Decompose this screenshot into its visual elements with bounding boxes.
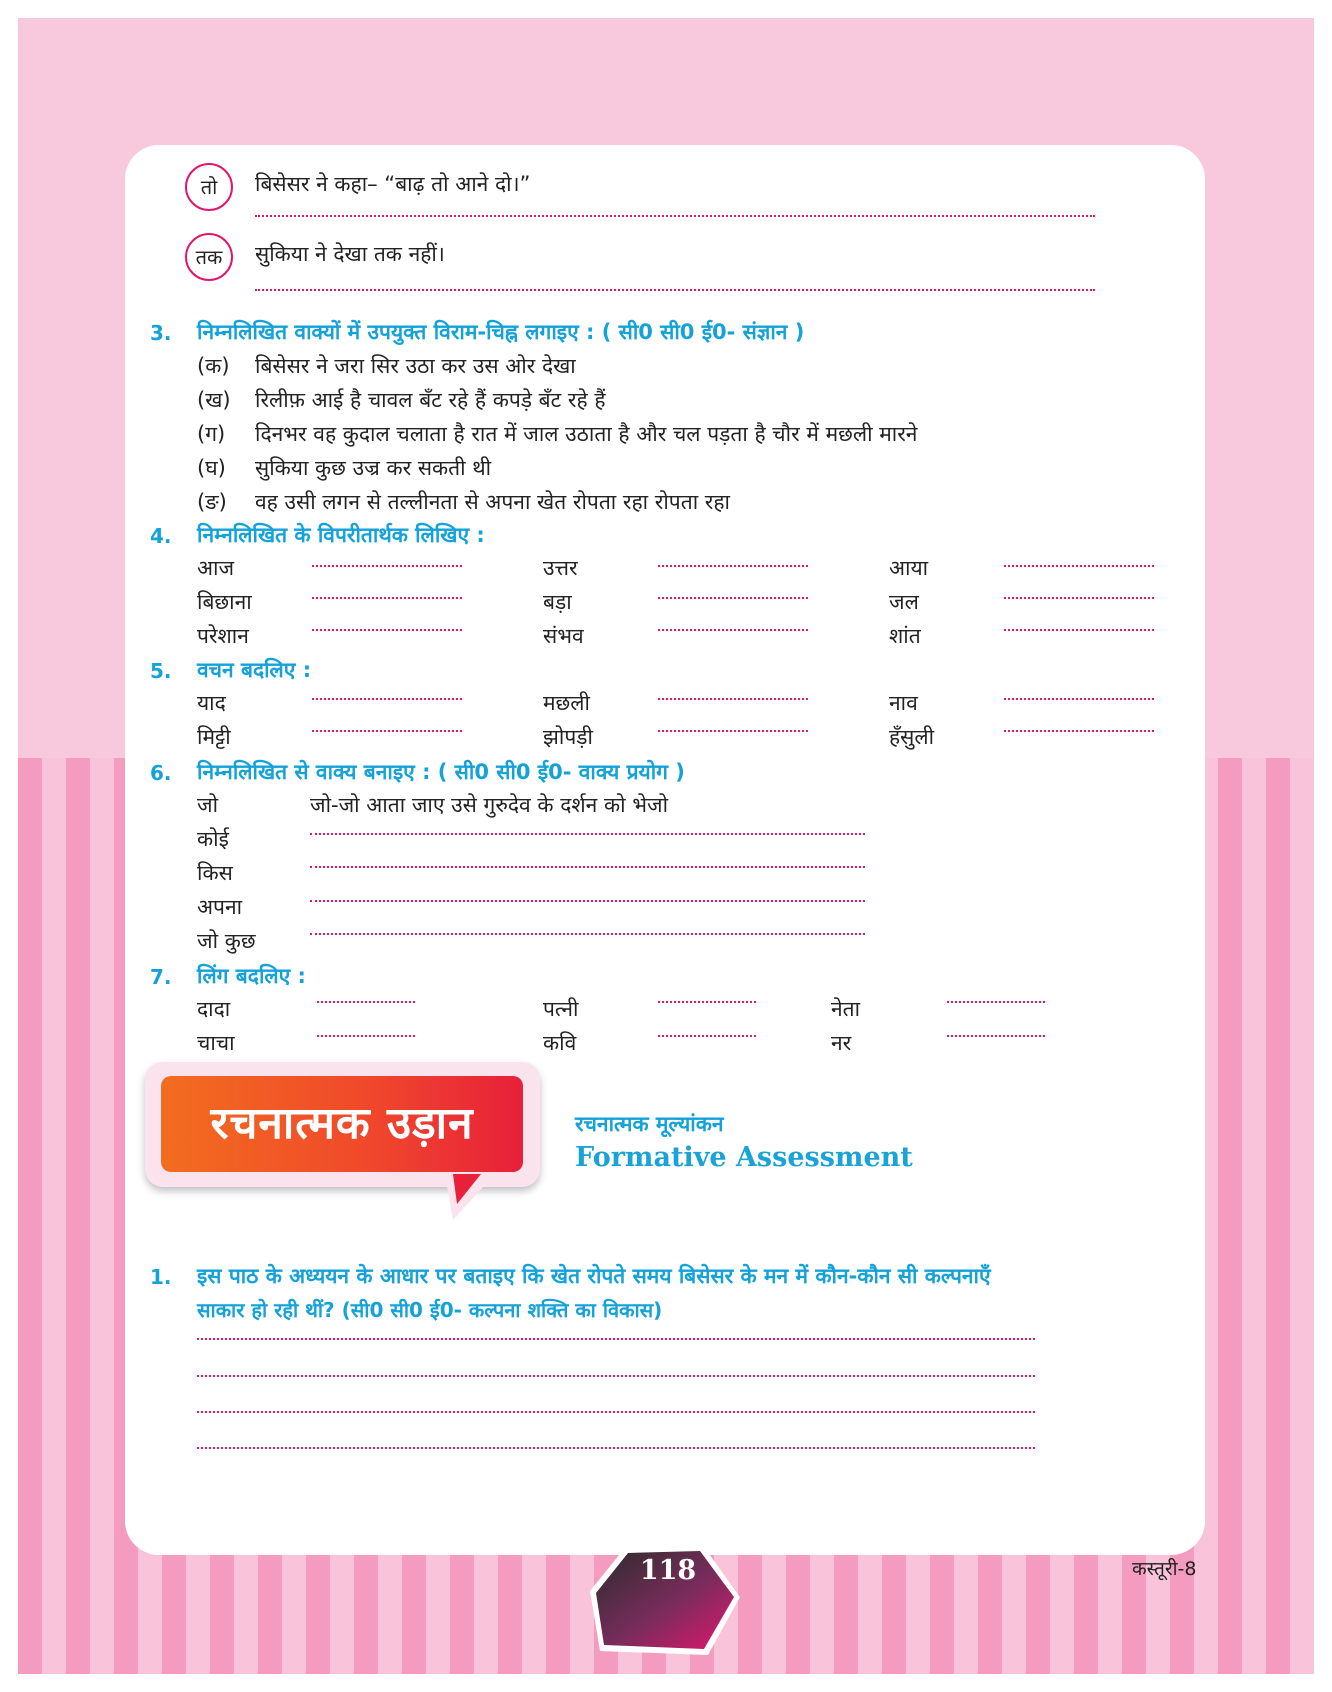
word: अपना [197, 895, 243, 919]
question-title: इस पाठ के अध्ययन के आधार पर बताइए कि खेत रोपते समय बिसेसर के मन में कौन-कौन सी कल्पनाएँ [197, 1264, 991, 1288]
item-text: रिलीफ़ आई है चावल बँट रहे हैं कपड़े बँट रहे हैं [255, 388, 606, 412]
word: शांत [889, 624, 921, 648]
word: नाव [889, 691, 918, 715]
book-title: कस्तूरी-8 [1132, 1558, 1197, 1580]
banner-frame [145, 1062, 540, 1187]
answer-line[interactable] [197, 1338, 1035, 1340]
particle-circle-tak: तक [185, 233, 233, 281]
word: आज [197, 556, 235, 580]
answer-line[interactable] [312, 565, 462, 567]
answer-line[interactable] [310, 933, 865, 935]
section-english-title: Formative Assessment [575, 1142, 913, 1173]
word: मिट्टी [197, 725, 231, 749]
word: कोई [197, 827, 229, 851]
word: झोपड़ी [543, 725, 593, 749]
item-text: वह उसी लगन से तल्लीनता से अपना खेत रोपता रहा रोपता रहा [255, 490, 730, 514]
answer-line[interactable] [1004, 565, 1154, 567]
section-banner [145, 1062, 545, 1232]
content-card [125, 145, 1205, 1555]
word: उत्तर [543, 556, 578, 580]
answer-line[interactable] [658, 1001, 756, 1003]
particle-sentence-tak: सुकिया ने देखा तक नहीं। [255, 242, 445, 266]
word: दादा [197, 997, 231, 1021]
banner-fill [161, 1076, 523, 1172]
answer-line[interactable] [197, 1375, 1035, 1377]
section-hindi-title: रचनात्मक मूल्यांकन [575, 1112, 724, 1136]
word: परेशान [197, 624, 249, 648]
item-text: सुकिया कुछ उज्र कर सकती थी [255, 456, 492, 480]
word: किस [197, 861, 233, 885]
answer-line[interactable] [255, 289, 1095, 291]
word: संभव [543, 624, 584, 648]
banner-title: रचनात्मक उड़ान [210, 1098, 474, 1149]
word: आया [889, 556, 929, 580]
particle-sentence-to: बिसेसर ने कहा– “बाढ़ तो आने दो।” [255, 172, 531, 196]
word: बड़ा [543, 590, 572, 614]
word: जल [889, 590, 919, 614]
word: कवि [543, 1031, 577, 1055]
answer-line[interactable] [1004, 730, 1154, 732]
item-label: (ख) [197, 388, 231, 412]
question-title: निम्नलिखित से वाक्य बनाइए : ( सी0 सी0 ई0- वाक्य प्रयोग ) [197, 760, 685, 784]
answer-line[interactable] [312, 597, 462, 599]
answer-line[interactable] [310, 900, 865, 902]
answer-line[interactable] [658, 730, 808, 732]
answer-line[interactable] [310, 866, 865, 868]
particle-circle-to: तो [185, 163, 233, 211]
answer-line[interactable] [310, 833, 865, 835]
item-label: (क) [197, 354, 230, 378]
question-title-line2: साकार हो रही थीं? (सी0 सी0 ई0- कल्पना शक्ति का विकास) [197, 1298, 663, 1322]
answer-line[interactable] [317, 1035, 415, 1037]
page-number: 118 [639, 1555, 697, 1586]
answer-line[interactable] [317, 1001, 415, 1003]
question-number: 4. [150, 524, 172, 548]
answer-line[interactable] [947, 1035, 1045, 1037]
answer-line[interactable] [255, 215, 1095, 217]
question-number: 7. [150, 965, 172, 989]
answer-line[interactable] [947, 1001, 1045, 1003]
answer-line[interactable] [312, 629, 462, 631]
word: जो कुछ [197, 929, 256, 953]
question-title: निम्नलिखित के विपरीतार्थक लिखिए : [197, 523, 485, 547]
question-title: लिंग बदलिए : [197, 964, 306, 988]
answer-line[interactable] [197, 1447, 1035, 1449]
answer-line[interactable] [312, 730, 462, 732]
answer-line[interactable] [1004, 629, 1154, 631]
answer-line[interactable] [197, 1411, 1035, 1413]
question-number: 3. [150, 321, 172, 345]
item-text: दिनभर वह कुदाल चलाता है रात में जाल उठाता है और चल पड़ता है चौर में मछली मारने [255, 422, 918, 446]
answer-line[interactable] [312, 698, 462, 700]
word: पत्नी [543, 997, 579, 1021]
page-number-badge [588, 1545, 748, 1660]
question-number: 6. [150, 761, 172, 785]
answer-line[interactable] [658, 597, 808, 599]
item-label: (ग) [197, 422, 226, 446]
question-title: निम्नलिखित वाक्यों में उपयुक्त विराम-चिह्न लगाइए : ( सी0 सी0 ई0- संज्ञान ) [197, 320, 805, 344]
word: नेता [831, 997, 861, 1021]
word: जो [197, 793, 219, 817]
answer-line[interactable] [658, 565, 808, 567]
example-sentence: जो-जो आता जाए उसे गुरुदेव के दर्शन को भेजो [310, 793, 669, 817]
question-number: 5. [150, 659, 172, 683]
answer-line[interactable] [658, 698, 808, 700]
word: बिछाना [197, 590, 252, 614]
item-label: (घ) [197, 456, 226, 480]
question-number: 1. [150, 1265, 172, 1289]
answer-line[interactable] [658, 629, 808, 631]
item-text: बिसेसर ने जरा सिर उठा कर उस ओर देखा [255, 354, 576, 378]
answer-line[interactable] [1004, 597, 1154, 599]
word: मछली [543, 691, 590, 715]
answer-line[interactable] [1004, 698, 1154, 700]
word: नर [831, 1031, 852, 1055]
word: याद [197, 691, 226, 715]
item-label: (ङ) [197, 490, 227, 514]
question-title: वचन बदलिए : [197, 658, 312, 682]
speech-tail-icon [445, 1174, 505, 1224]
word: चाचा [197, 1031, 235, 1055]
word: हँसुली [889, 725, 935, 749]
answer-line[interactable] [658, 1035, 756, 1037]
